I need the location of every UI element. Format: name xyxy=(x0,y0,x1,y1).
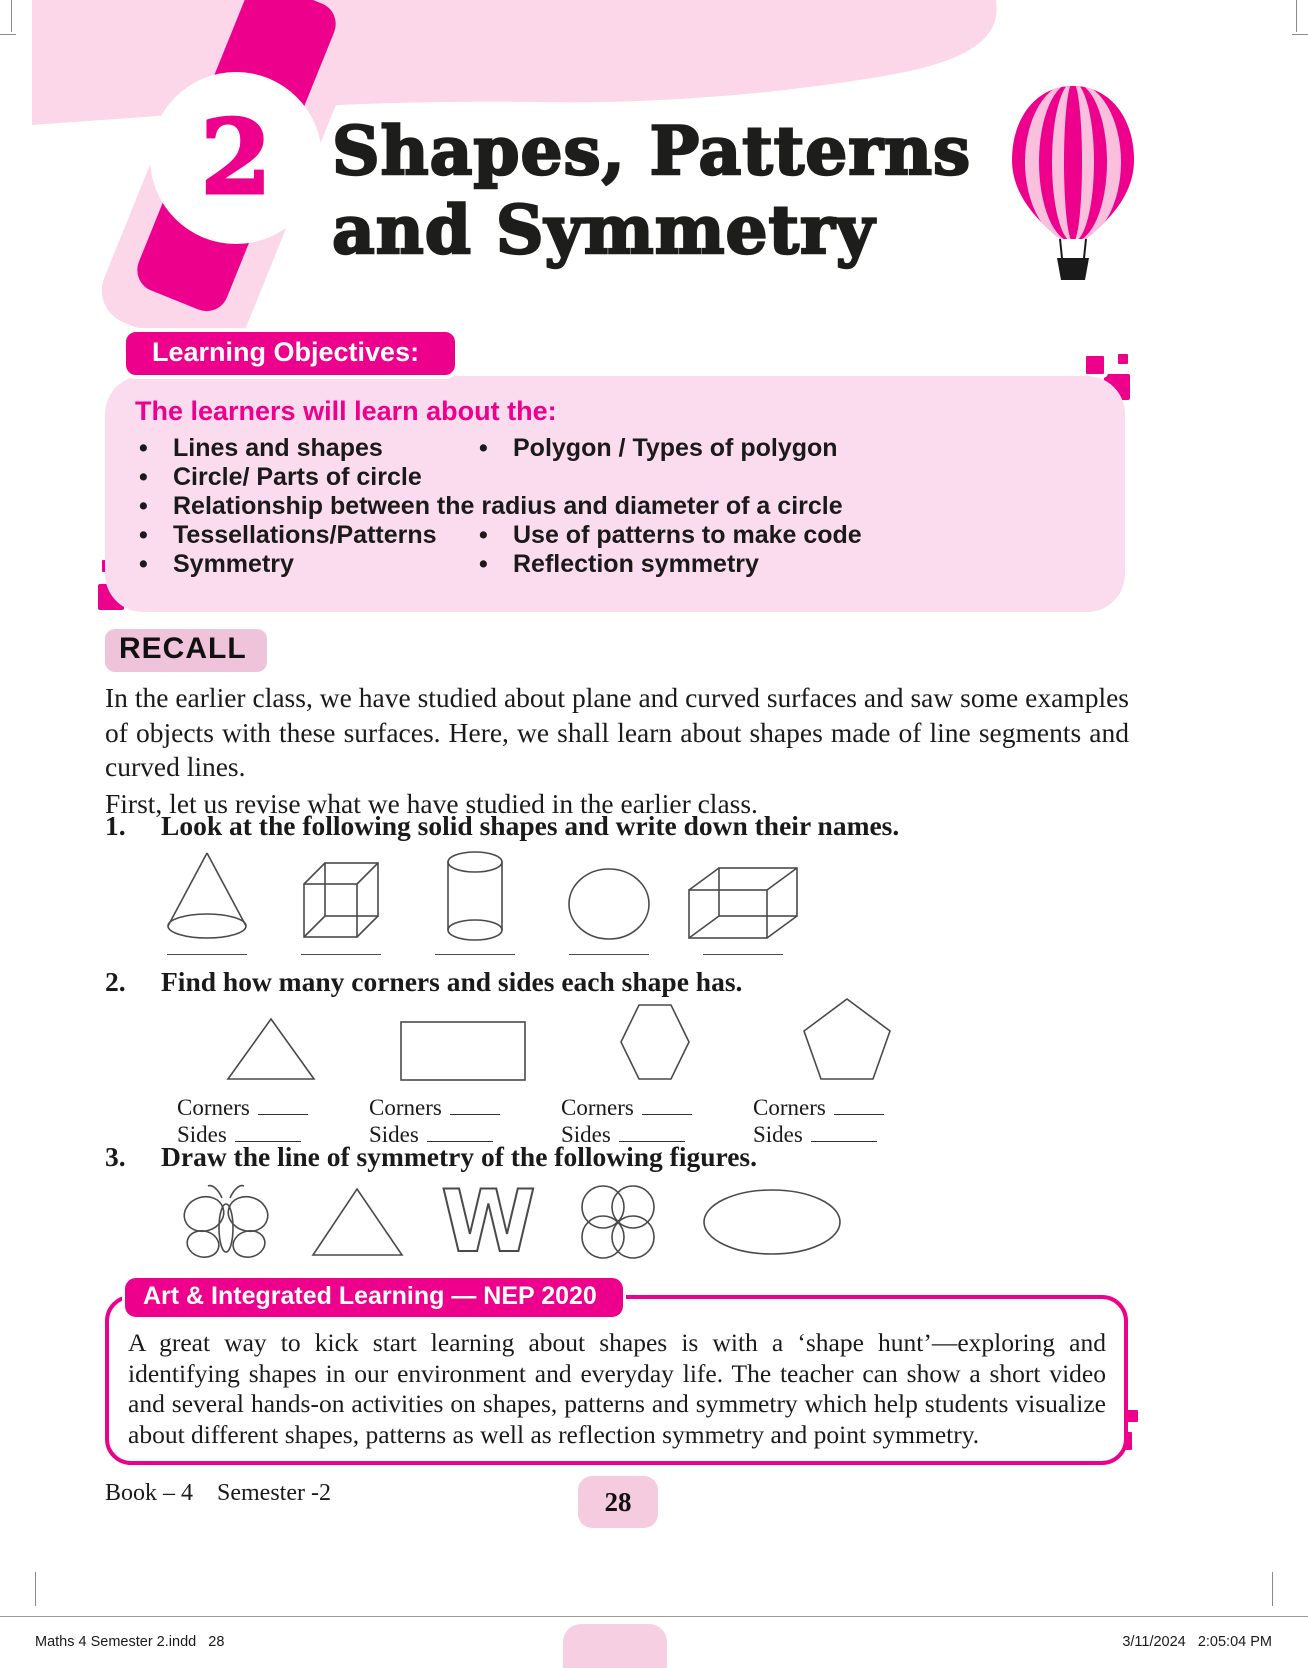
solid-shape-item xyxy=(542,843,676,955)
answer-blank xyxy=(811,1141,877,1142)
sphere-shape xyxy=(566,866,652,942)
objective-text: • Circle/ Parts of circle xyxy=(173,463,422,491)
solid-shape-item xyxy=(408,843,542,955)
bottom-edge-tab xyxy=(563,1624,667,1668)
objective-row xyxy=(135,492,1095,521)
solid-shapes-row xyxy=(140,843,810,955)
objective-row xyxy=(135,521,1095,550)
answer-blank xyxy=(569,954,649,955)
crop-mark xyxy=(35,1572,36,1606)
crop-mark xyxy=(1292,34,1308,35)
objective-text: • Use of patterns to make code xyxy=(513,521,862,549)
hexagon-shape xyxy=(618,1002,692,1082)
book-info: Book – 4 Semester -2 xyxy=(105,1480,331,1506)
cube-shape xyxy=(299,858,383,942)
objective-item xyxy=(135,434,475,463)
objectives-box xyxy=(105,376,1125,612)
cylinder-shape xyxy=(444,850,506,942)
crop-mark xyxy=(0,34,16,35)
chapter-title-line2: and Symmetry xyxy=(332,191,876,269)
answer-blank xyxy=(703,954,783,955)
art-learning-label: Art & Integrated Learning — NEP 2020 xyxy=(122,1275,626,1320)
flat-shapes-row xyxy=(175,998,943,1148)
corners-label: Corners xyxy=(753,1095,826,1120)
shape-answer-labels xyxy=(175,1094,367,1148)
objective-item xyxy=(135,463,475,492)
objective-text: • Polygon / Types of polygon xyxy=(513,434,838,462)
symmetry-figures-row xyxy=(178,1172,844,1272)
intro-paragraph: First, let us revise what we have studied in the earlier class. xyxy=(105,787,758,819)
chapter-number-badge xyxy=(150,72,322,244)
flat-shape-item xyxy=(175,998,367,1148)
chapter-title xyxy=(332,112,971,270)
objective-text: • Tessellations/Patterns xyxy=(173,521,437,549)
question-number: 2. xyxy=(105,966,126,997)
shape-answer-labels xyxy=(367,1094,559,1148)
objective-row xyxy=(135,463,1095,492)
flat-shape-item xyxy=(367,998,559,1148)
question-text: Draw the line of symmetry of the following figures. xyxy=(161,1141,757,1172)
print-slug-right: 3/11/2024 2:05:04 PM xyxy=(1122,1634,1272,1650)
answer-blank xyxy=(167,954,247,955)
objective-text: • Lines and shapes xyxy=(173,434,383,462)
answer-blank xyxy=(258,1114,308,1115)
cuboid-shape xyxy=(685,862,801,942)
objective-item xyxy=(135,492,843,521)
cone-shape xyxy=(161,850,253,942)
page-number-tab xyxy=(578,1476,658,1528)
objective-item xyxy=(135,521,475,550)
answer-blank xyxy=(450,1114,500,1115)
sides-label: Sides xyxy=(177,1122,227,1147)
flat-shape-item xyxy=(559,998,751,1148)
triangle-figure xyxy=(310,1186,405,1258)
question-text: Look at the following solid shapes and write down their names. xyxy=(161,810,900,841)
rectangle-shape xyxy=(399,1020,527,1082)
sides-label: Sides xyxy=(753,1122,803,1147)
shape-answer-labels xyxy=(559,1094,751,1148)
question-3-heading xyxy=(105,1141,757,1173)
recall-heading: RECALL xyxy=(105,629,267,672)
answer-blank xyxy=(301,954,381,955)
page-number: 28 xyxy=(604,1486,632,1517)
corners-label: Corners xyxy=(561,1095,634,1120)
objectives-heading: The learners will learn about the: xyxy=(135,396,557,426)
solid-shape-item xyxy=(274,843,408,955)
pentagon-shape xyxy=(801,996,893,1082)
question-2-heading xyxy=(105,966,742,998)
intro-paragraphs xyxy=(105,681,1129,821)
letter-w-figure: W xyxy=(441,1172,536,1272)
print-slug-left: Maths 4 Semester 2.indd 28 xyxy=(35,1634,225,1650)
flower-figure xyxy=(572,1176,664,1268)
solid-shape-item xyxy=(676,843,810,955)
answer-blank xyxy=(834,1114,884,1115)
art-learning-text: A great way to kick start learning about shapes is with a ‘shape hunt’—exploring and identifying shapes in our environment and everyday life. The teacher can show a short video and several hands-on activities on shapes, patterns and symmetry which help students visualize about different shapes, patterns as well as reflection symmetry and point symmetry. xyxy=(128,1328,1106,1449)
objective-text: • Relationship between the radius and diameter of a circle xyxy=(173,492,843,520)
crop-mark xyxy=(1296,0,1297,32)
question-text: Find how many corners and sides each shape has. xyxy=(161,966,743,997)
intro-paragraph: In the earlier class, we have studied about plane and curved surfaces and saw some examples of objects with these surfaces. Here, we shall learn about shapes made of line segments and curved lines. xyxy=(105,682,1129,782)
corners-label: Corners xyxy=(369,1095,442,1120)
objective-text: • Symmetry xyxy=(173,550,294,578)
ellipse-figure xyxy=(700,1186,844,1258)
learning-objectives-label: Learning Objectives: xyxy=(122,328,459,379)
question-number: 3. xyxy=(105,1141,126,1172)
sides-label: Sides xyxy=(369,1122,419,1147)
flat-shape-item xyxy=(751,998,943,1148)
trim-line xyxy=(0,1616,1308,1617)
question-1-heading xyxy=(105,810,899,842)
objective-row xyxy=(135,434,1095,463)
crop-mark xyxy=(1272,1572,1273,1606)
shape-answer-labels xyxy=(751,1094,943,1148)
butterfly-figure xyxy=(178,1180,274,1264)
objective-item xyxy=(135,550,475,579)
solid-shape-item xyxy=(140,843,274,955)
objective-text: • Reflection symmetry xyxy=(513,550,759,578)
hot-air-balloon-icon xyxy=(998,82,1148,287)
objective-item xyxy=(475,434,838,463)
triangle-shape xyxy=(225,1016,317,1082)
corners-label: Corners xyxy=(177,1095,250,1120)
answer-blank xyxy=(435,954,515,955)
sides-label: Sides xyxy=(561,1122,611,1147)
chapter-title-line1: Shapes, Patterns xyxy=(332,112,972,190)
crop-mark xyxy=(11,0,12,32)
answer-blank xyxy=(642,1114,692,1115)
objective-row xyxy=(135,550,1095,579)
question-number: 1. xyxy=(105,810,126,841)
chapter-number: 2 xyxy=(200,98,272,218)
objective-item xyxy=(475,521,862,550)
objective-item xyxy=(475,550,759,579)
